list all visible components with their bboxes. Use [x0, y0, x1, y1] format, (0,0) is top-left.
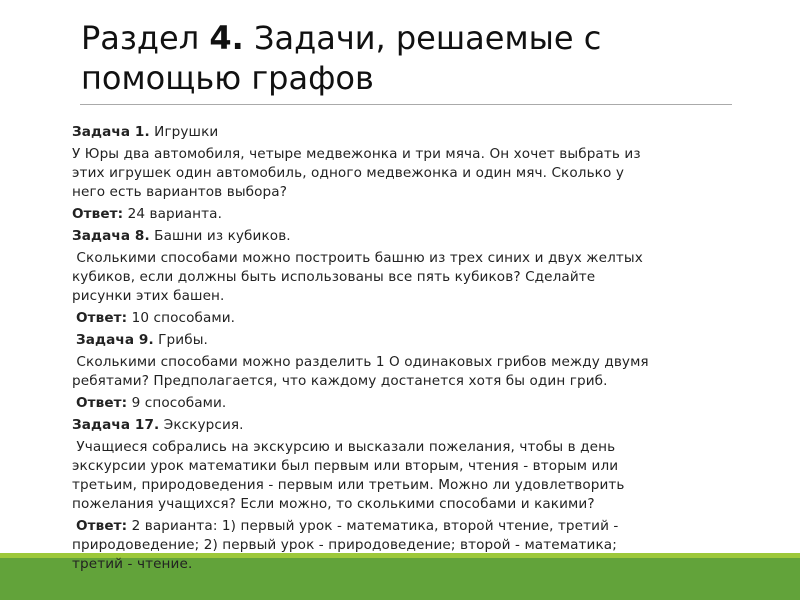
title-rest: Задачи, решаемые с: [243, 19, 602, 57]
text-line: кубиков, если должны быть использованы все пять кубиков? Сделайте: [72, 269, 596, 285]
task-heading: [72, 394, 752, 413]
task-paragraph: [72, 249, 752, 306]
heading-text: 9 способами.: [127, 395, 227, 411]
text-line: экскурсии урок математики был первым или вторым, чтения - вторым или: [72, 458, 619, 474]
heading-label: Ответ:: [72, 206, 124, 222]
text-line: рисунки этих башен.: [72, 288, 225, 304]
heading-text: 10 способами.: [127, 310, 236, 326]
text-line: ребятами? Предполагается, что каждому достанется хотя бы один гриб.: [72, 373, 608, 389]
slide-body: [72, 123, 752, 577]
heading-text: 24 варианта.: [123, 206, 223, 222]
text-line: Сколькими способами можно разделить 1 О одинаковых грибов между двумя: [72, 354, 649, 370]
text-line: этих игрушек один автомобиль, одного медвежонка и один мяч. Сколько у: [72, 165, 624, 181]
task-paragraph: [72, 353, 752, 391]
heading-text: Экскурсия.: [159, 417, 244, 433]
title-number: 4.: [209, 19, 244, 57]
text-line: 2 варианта: 1) первый урок - математика, второй чтение, третий -: [127, 518, 619, 534]
text-line: природоведение; 2) первый урок - природоведение; второй - математика;: [72, 537, 617, 553]
heading-label: Задача 9.: [76, 332, 154, 348]
task-heading: [72, 205, 752, 224]
task-paragraph: [72, 438, 752, 514]
answer-label: Ответ:: [76, 518, 128, 534]
heading-label: Ответ:: [76, 395, 128, 411]
task-paragraph: [72, 145, 752, 202]
heading-text: Грибы.: [153, 332, 208, 348]
title-line2: помощью графов: [81, 59, 374, 97]
task-heading: [72, 331, 752, 350]
text-line: У Юры два автомобиля, четыре медвежонка и три мяча. Он хочет выбрать из: [72, 146, 641, 162]
text-line: третий - чтение.: [72, 556, 193, 572]
answer-paragraph: [72, 517, 752, 574]
slide-title: [81, 18, 601, 98]
heading-label: Задача 17.: [72, 417, 160, 433]
title-prefix: Раздел: [81, 19, 210, 57]
text-line: Сколькими способами можно построить башню из трех синих и двух желтых: [72, 250, 643, 266]
text-line: третьим, природоведения - первым или третьим. Можно ли удовлетворить: [72, 477, 625, 493]
heading-label: Задача 8.: [72, 228, 150, 244]
heading-label: Ответ:: [76, 310, 128, 326]
task-heading: [72, 416, 752, 435]
heading-text: Башни из кубиков.: [149, 228, 291, 244]
heading-text: Игрушки: [149, 124, 219, 140]
text-line: него есть вариантов выбора?: [72, 184, 288, 200]
task-heading: [72, 227, 752, 246]
task-heading: [72, 309, 752, 328]
heading-label: Задача 1.: [72, 124, 150, 140]
text-line: Учащиеся собрались на экскурсию и высказали пожелания, чтобы в день: [72, 439, 616, 455]
title-divider: [80, 104, 732, 105]
text-line: пожелания учащихся? Если можно, то сколькими способами и какими?: [72, 496, 595, 512]
task-heading: [72, 123, 752, 142]
